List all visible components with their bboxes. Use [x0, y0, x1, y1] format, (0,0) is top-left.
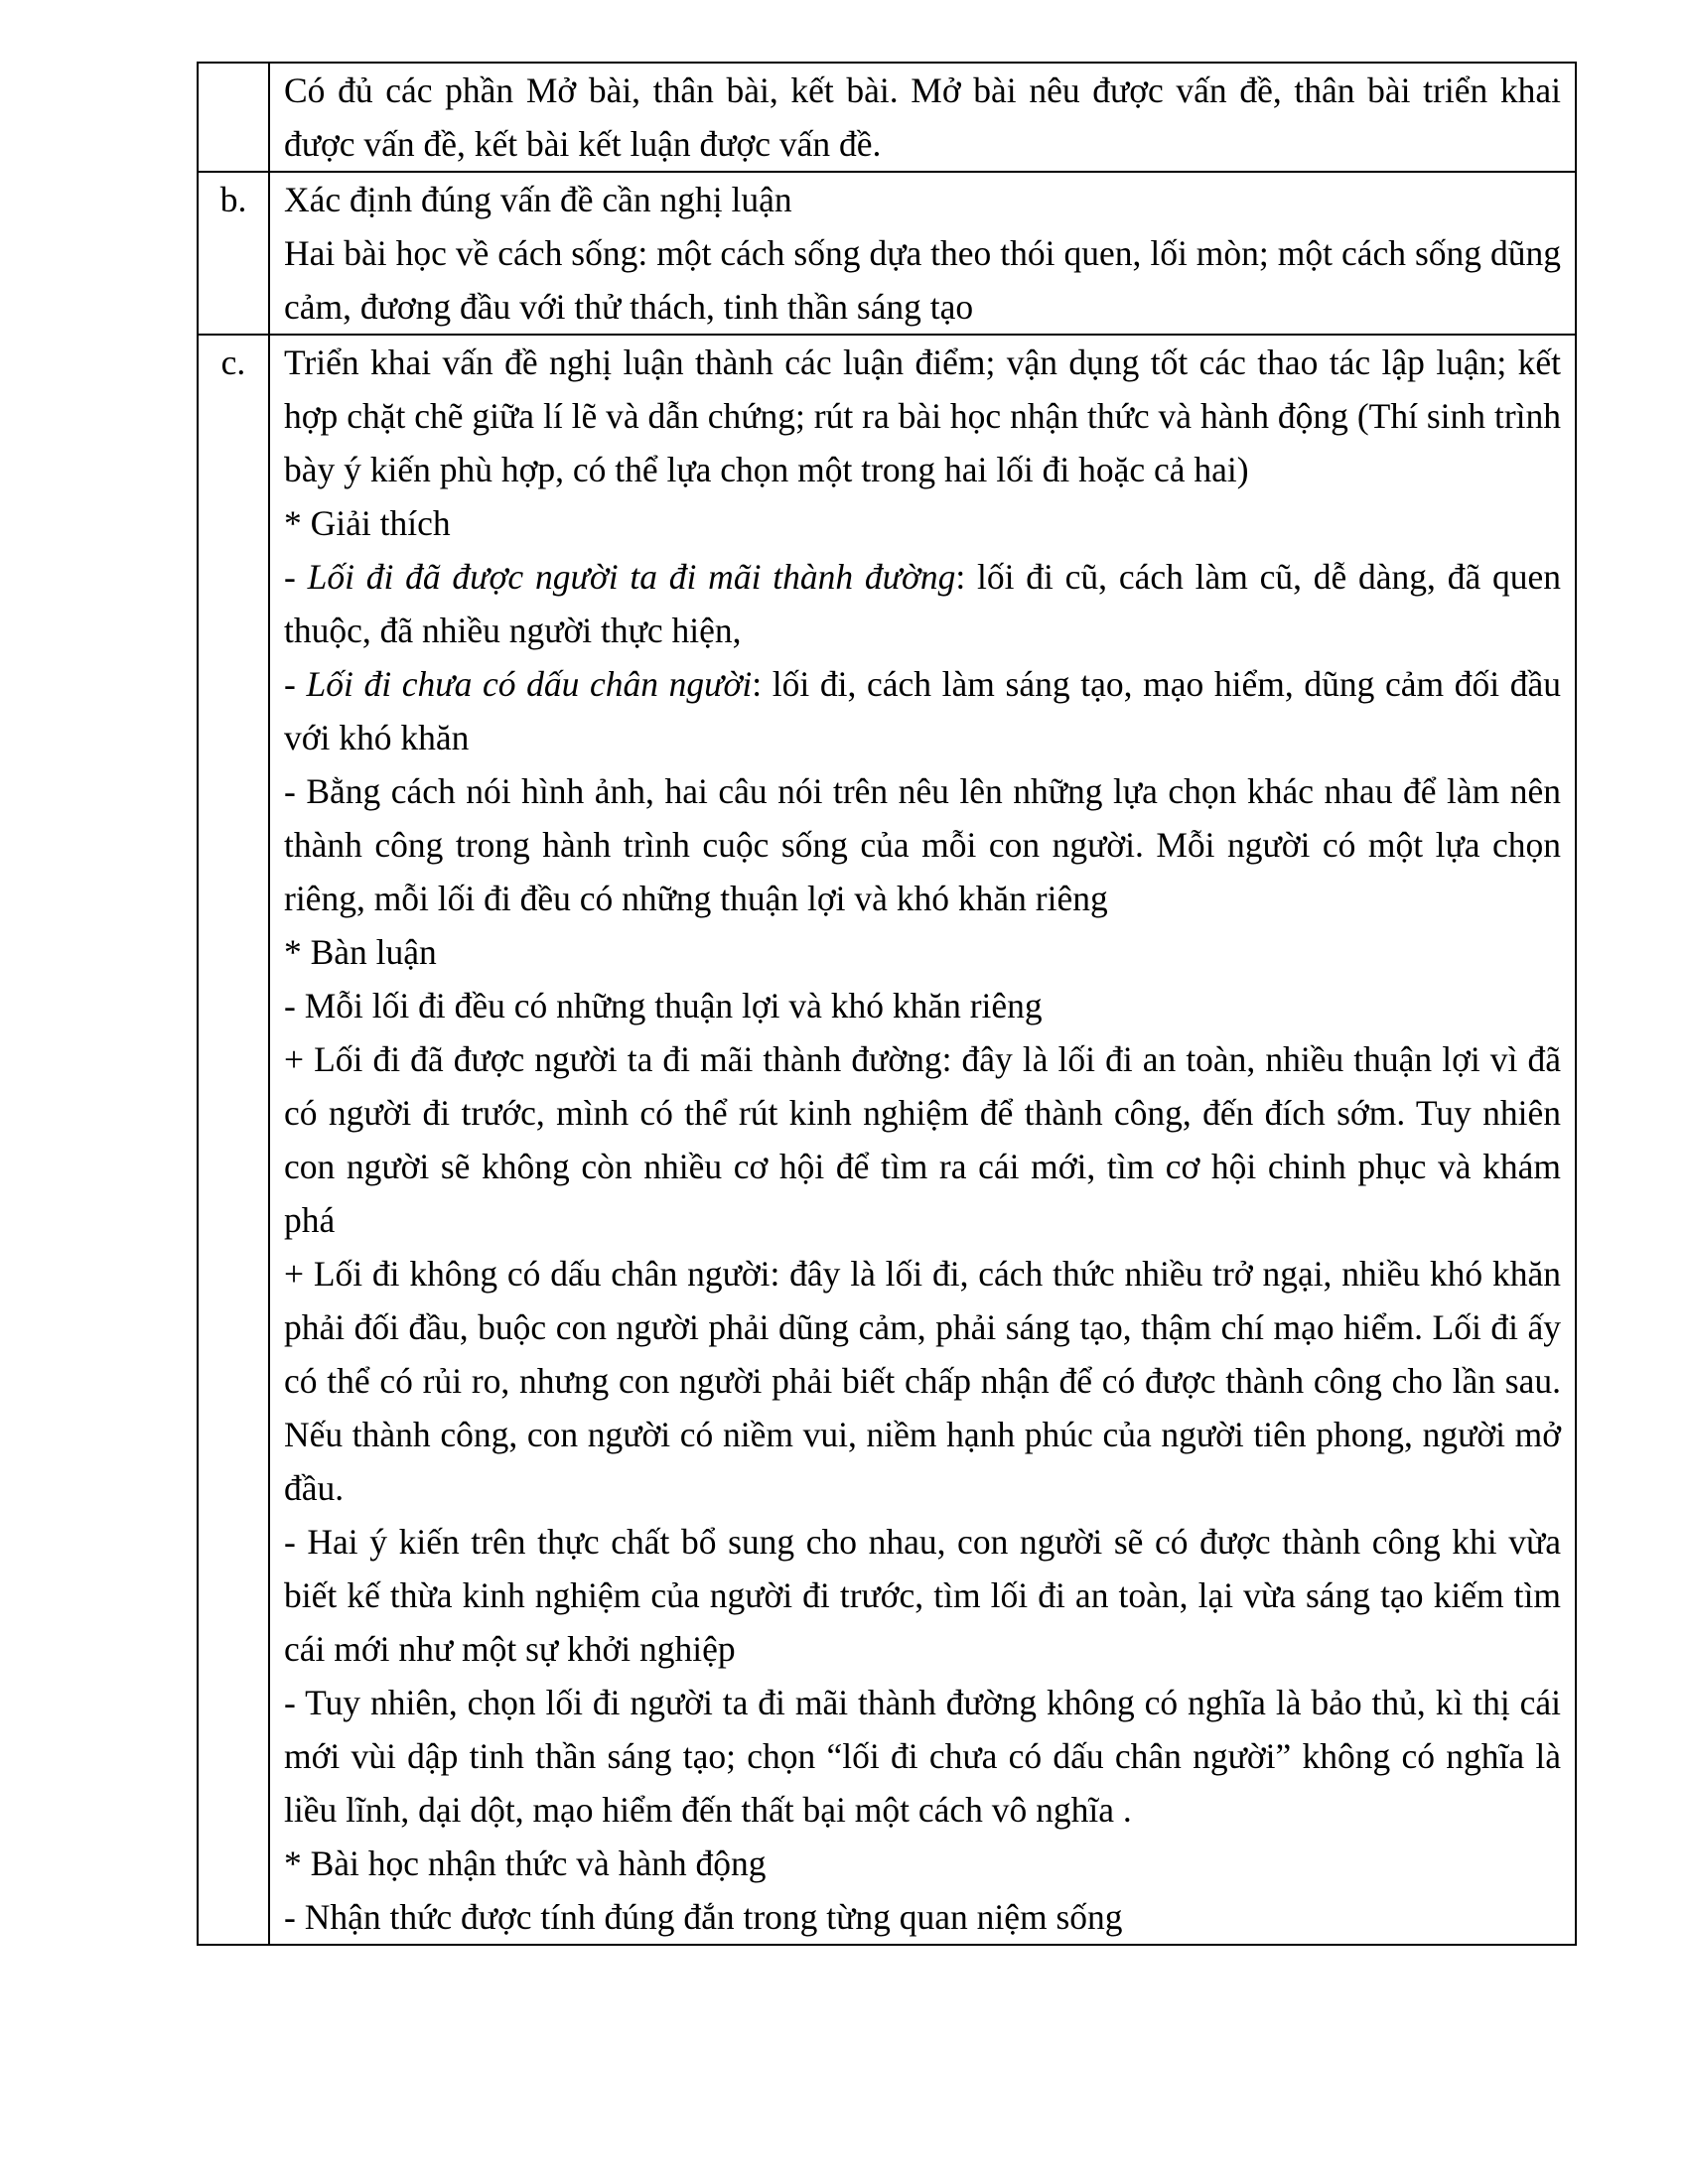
row-content: [269, 335, 1576, 1945]
section-heading-explanation: * Giải thích: [284, 503, 451, 543]
bullet-prefix: -: [284, 557, 308, 597]
interpretation-text: : lối đi, cách làm sáng tạo, mạo hiểm, dũng cảm đối đầu với khó khăn: [284, 664, 1562, 757]
content-line: Triển khai vấn đề nghị luận thành các luận điểm; vận dụng tốt các thao tác lập luận; kết hợp chặt chẽ giữa lí lẽ và dẫn chứng; rút ra bài học nhận thức và hành động (Thí sinh trình bày ý kiến phù hợp, có thể lựa chọn một trong hai lối đi hoặc cả hai): [284, 342, 1561, 489]
row-label: c.: [198, 335, 269, 1945]
table-row: [198, 335, 1576, 1945]
content-line: Xác định đúng vấn đề cần nghị luận: [284, 180, 792, 219]
table-row: [198, 172, 1576, 335]
content-line: + Lối đi đã được người ta đi mãi thành đường: đây là lối đi an toàn, nhiều thuận lợi vì đã có người đi trước, mình có thể rút kinh nghiệm để thành công, đến đích sớm. Tuy nhiên con người sẽ không còn nhiều cơ hội để tìm ra cái mới, tìm cơ hội chinh phục và khám phá: [284, 1039, 1561, 1240]
content-line: - Bằng cách nói hình ảnh, hai câu nói trên nêu lên những lựa chọn khác nhau để làm nên thành công trong hành trình cuộc sống của mỗi con người. Mỗi người có một lựa chọn riêng, mỗi lối đi đều có những thuận lợi và khó khăn riêng: [284, 771, 1561, 918]
content-line: + Lối đi không có dấu chân người: đây là lối đi, cách thức nhiều trở ngại, nhiều khó khăn phải đối đầu, buộc con người phải dũng cảm, phải sáng tạo, thậm chí mạo hiểm. Lối đi ấy có thể có rủi ro, nhưng con người phải biết chấp nhận để có được thành công cho lần sau. Nếu thành công, con người có niềm vui, niềm hạnh phúc của người tiên phong, người mở đầu.: [284, 1254, 1561, 1508]
grading-table: [197, 62, 1577, 1946]
content-line: - Hai ý kiến trên thực chất bổ sung cho nhau, con người sẽ có được thành công khi vừa biết kế thừa kinh nghiệm của người đi trước, tìm lối đi an toàn, lại vừa sáng tạo kiếm tìm cái mới như một sự khởi nghiệp: [284, 1522, 1561, 1669]
interpretation-line-1: [284, 550, 1561, 657]
quoted-phrase: Lối đi đã được người ta đi mãi thành đường: [307, 557, 956, 597]
row-content: [269, 172, 1576, 335]
interpretation-text: : lối đi cũ, cách làm cũ, dễ dàng, đã quen thuộc, đã nhiều người thực hiện,: [284, 557, 1561, 650]
row-label: b.: [198, 172, 269, 335]
content-line: Có đủ các phần Mở bài, thân bài, kết bài. Mở bài nêu được vấn đề, thân bài triển khai được vấn đề, kết bài kết luận được vấn đề.: [284, 70, 1561, 164]
document-page: [197, 62, 1577, 1946]
section-heading-lesson: * Bài học nhận thức và hành động: [284, 1843, 767, 1883]
interpretation-line-2: [284, 657, 1561, 764]
row-content: [269, 63, 1576, 172]
content-line: - Nhận thức được tính đúng đắn trong từng quan niệm sống: [284, 1897, 1123, 1937]
section-heading-discussion: * Bàn luận: [284, 932, 437, 972]
content-line: - Mỗi lối đi đều có những thuận lợi và khó khăn riêng: [284, 986, 1043, 1025]
row-label: [198, 63, 269, 172]
quoted-phrase: Lối đi chưa có dấu chân người: [306, 664, 753, 704]
content-line: Hai bài học về cách sống: một cách sống dựa theo thói quen, lối mòn; một cách sống dũng cảm, đương đầu với thử thách, tinh thần sáng tạo: [284, 233, 1561, 327]
content-line: - Tuy nhiên, chọn lối đi người ta đi mãi thành đường không có nghĩa là bảo thủ, kì thị cái mới vùi dập tinh thần sáng tạo; chọn “lối đi chưa có dấu chân người” không có nghĩa là liều lĩnh, dại dột, mạo hiểm đến thất bại một cách vô nghĩa .: [284, 1683, 1561, 1830]
bullet-prefix: -: [284, 664, 307, 704]
table-row: [198, 63, 1576, 172]
